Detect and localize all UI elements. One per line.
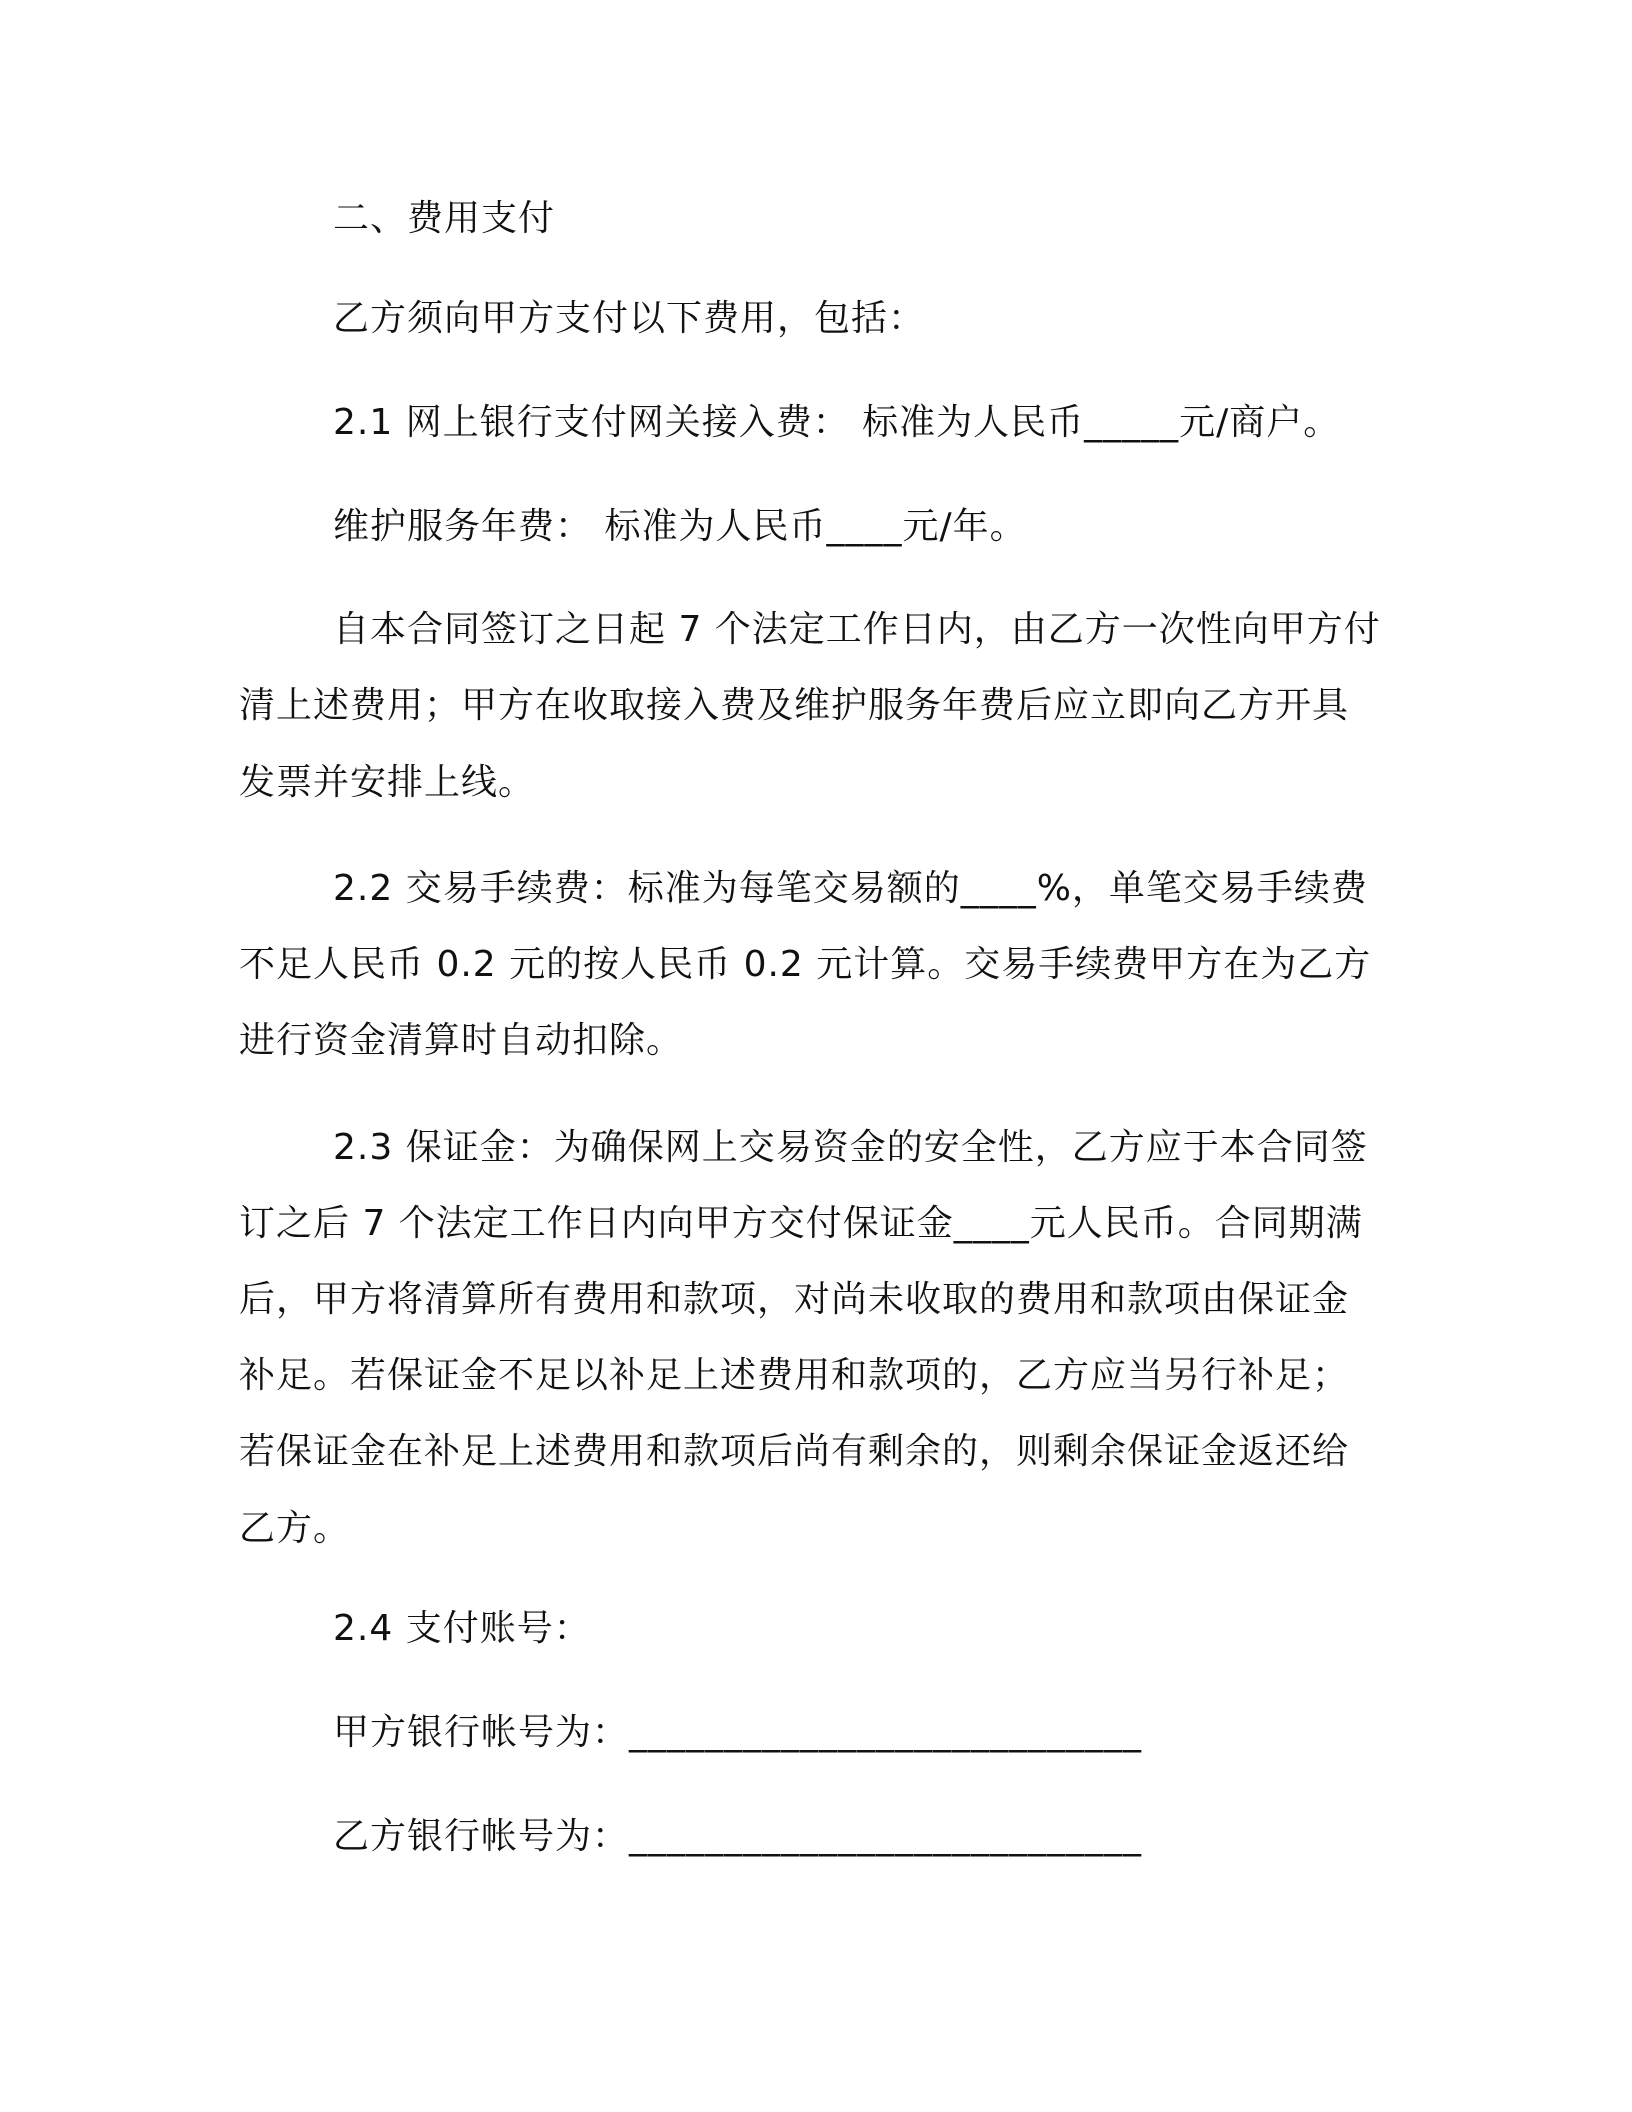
- item-2-3-line-6: 乙方。: [239, 1508, 351, 1549]
- item-2-1-payment-paragraph-line-3: 发票并安排上线。: [239, 762, 536, 803]
- item-2-3-line-1: 2.3 保证金：为确保网上交易资金的安全性，乙方应于本合同签: [333, 1127, 1368, 1168]
- item-2-2-line-2: 不足人民币 0.2 元的按人民币 0.2 元计算。交易手续费甲方在为乙方: [239, 944, 1372, 985]
- party-b-bank-account: 乙方银行帐号为：___________________________: [333, 1816, 1143, 1857]
- item-2-3-line-4: 补足。若保证金不足以补足上述费用和款项的，乙方应当另行补足；: [239, 1355, 1350, 1396]
- item-2-3-line-2: 订之后 7 个法定工作日内向甲方交付保证金____元人民币。合同期满: [239, 1203, 1363, 1244]
- item-2-2-line-3: 进行资金清算时自动扣除。: [239, 1020, 684, 1061]
- item-2-1-maintenance-fee: 维护服务年费： 标准为人民币____元/年。: [333, 506, 1027, 547]
- party-a-bank-account: 甲方银行帐号为：___________________________: [333, 1712, 1143, 1753]
- item-2-1-payment-paragraph-line-1: 自本合同签订之日起 7 个法定工作日内，由乙方一次性向甲方付: [333, 609, 1381, 650]
- intro-paragraph: 乙方须向甲方支付以下费用，包括：: [333, 298, 926, 339]
- item-2-2-line-1: 2.2 交易手续费：标准为每笔交易额的____%，单笔交易手续费: [333, 868, 1368, 909]
- section-heading: 二、费用支付: [333, 198, 556, 239]
- item-2-1-payment-paragraph-line-2: 清上述费用；甲方在收取接入费及维护服务年费后应立即向乙方开具: [239, 685, 1350, 726]
- item-2-3-line-5: 若保证金在补足上述费用和款项后尚有剩余的，则剩余保证金返还给: [239, 1431, 1350, 1472]
- item-2-1-access-fee: 2.1 网上银行支付网关接入费： 标准为人民币_____元/商户。: [333, 402, 1341, 443]
- item-2-4-title: 2.4 支付账号：: [333, 1608, 591, 1649]
- item-2-3-line-3: 后，甲方将清算所有费用和款项，对尚未收取的费用和款项由保证金: [239, 1279, 1350, 1320]
